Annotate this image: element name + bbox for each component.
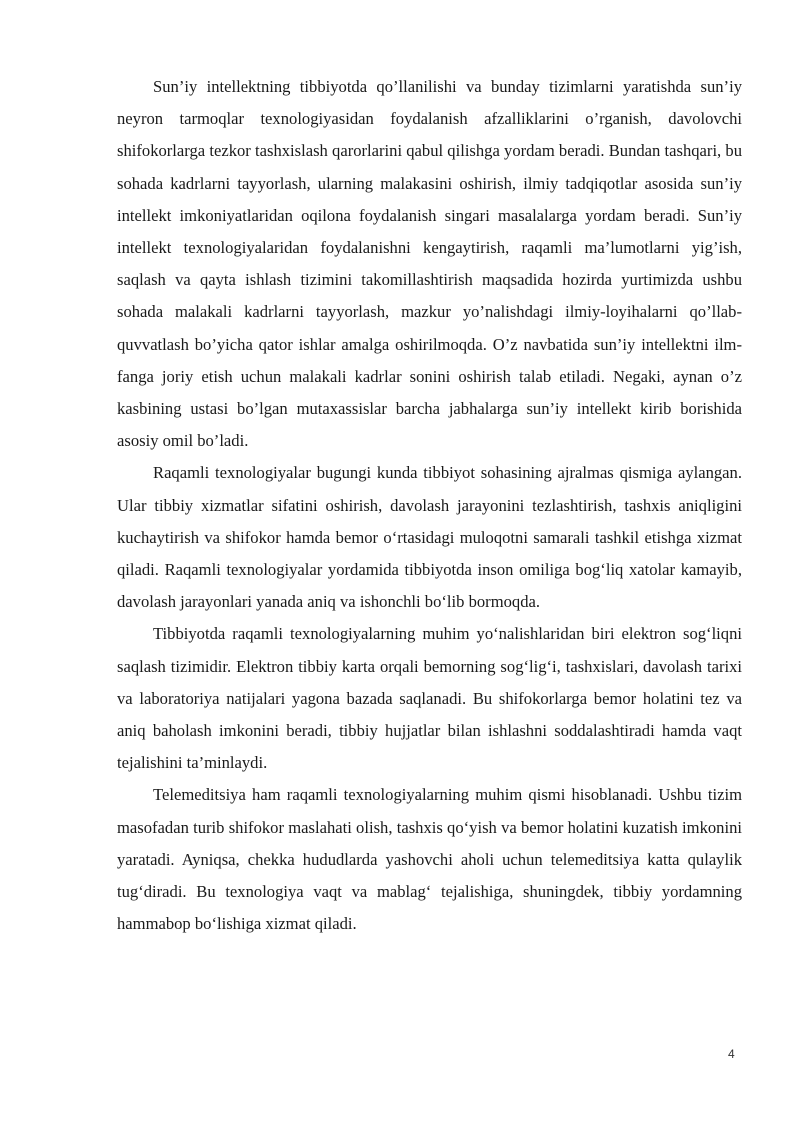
paragraph-digital-technologies: Raqamli texnologiyalar bugungi kunda tibbiyot sohasining ajralmas qismiga aylangan. Ular tibbiy xizmatlar sifatini oshirish, davolash jarayonini tezlashtirish, tashxis aniqligini kuchaytirish va shifokor hamda bemor o‘rtasidagi muloqotni samarali tashkil etishga xizmat qiladi. Raqamli texnologiyalar yordamida tibbiyotda inson omiliga bog‘liq xatolar kamayib, davolash jarayonlari yanada aniq va ishonchli bo‘lib bormoqda. [117, 463, 742, 612]
paragraph-ai-in-medicine: Sun’iy intellektning tibbiyotda qo’llanilishi va bunday tizimlarni yaratishda sun’iy neyron tarmoqlar texnologiyasidan foydalanish afzalliklarini o’rganish, davolovchi shifokorlarga tezkor tashxislash qarorlarini qabul qilishga yordam beradi. Bundan tashqari, bu sohada kadrlarni tayyorlash, ularning malakasini oshirish, ilmiy tadqiqotlar asosida sun’iy intellekt imkoniyatlaridan oqilona foydalanish singari masalalarga yordam beradi. Sun’iy intellekt texnologiyalaridan foydalanishni kengaytirish, raqamli ma’lumotlarni yig’ish, saqlash va qayta ishlash tizimini takomillashtirish maqsadida hozirda yurtimizda ushbu sohada malakali kadrlarni tayyorlash, mazkur yo’nalishdagi ilmiy-loyihalarni qo’llab-quvvatlash bo’yicha qator ishlar amalga oshirilmoqda. O’z navbatida sun’iy intellektni ilm-fanga joriy etish uchun malakali kadrlar sonini oshirish talab etiladi. Negaki, aynan o’z kasbining ustasi bo’lgan mutaxassislar barcha jabhalarga sun’iy intellekt kirib borishida asosiy omil bo’ladi. [117, 77, 742, 451]
paragraph-electronic-health: Tibbiyotda raqamli texnologiyalarning muhim yo‘nalishlaridan biri elektron sog‘liqni saqlash tizimidir. Elektron tibbiy karta orqali bemorning sog‘lig‘i, tashxislari, davolash tarixi va laboratoriya natijalari yagona bazada saqlanadi. Bu shifokorlarga bemor holatini tez va aniq baholash imkonini beradi, tibbiy hujjatlar bilan ishlashni soddalashtiradi hamda vaqt tejalishini ta’minlaydi. [117, 624, 742, 773]
paragraph-telemedicine: Telemeditsiya ham raqamli texnologiyalarning muhim qismi hisoblanadi. Ushbu tizim masofadan turib shifokor maslahati olish, tashxis qo‘yish va bemor holatini kuzatish imkonini yaratadi. Ayniqsa, chekka hududlarda yashovchi aholi uchun telemeditsiya katta qulaylik tug‘diradi. Bu texnologiya vaqt va mablag‘ tejalishiga, shuningdek, tibbiy yordamning hammabop bo‘lishiga xizmat qiladi. [117, 785, 742, 934]
page-number: 4 [728, 1047, 735, 1061]
body-text [117, 71, 742, 940]
